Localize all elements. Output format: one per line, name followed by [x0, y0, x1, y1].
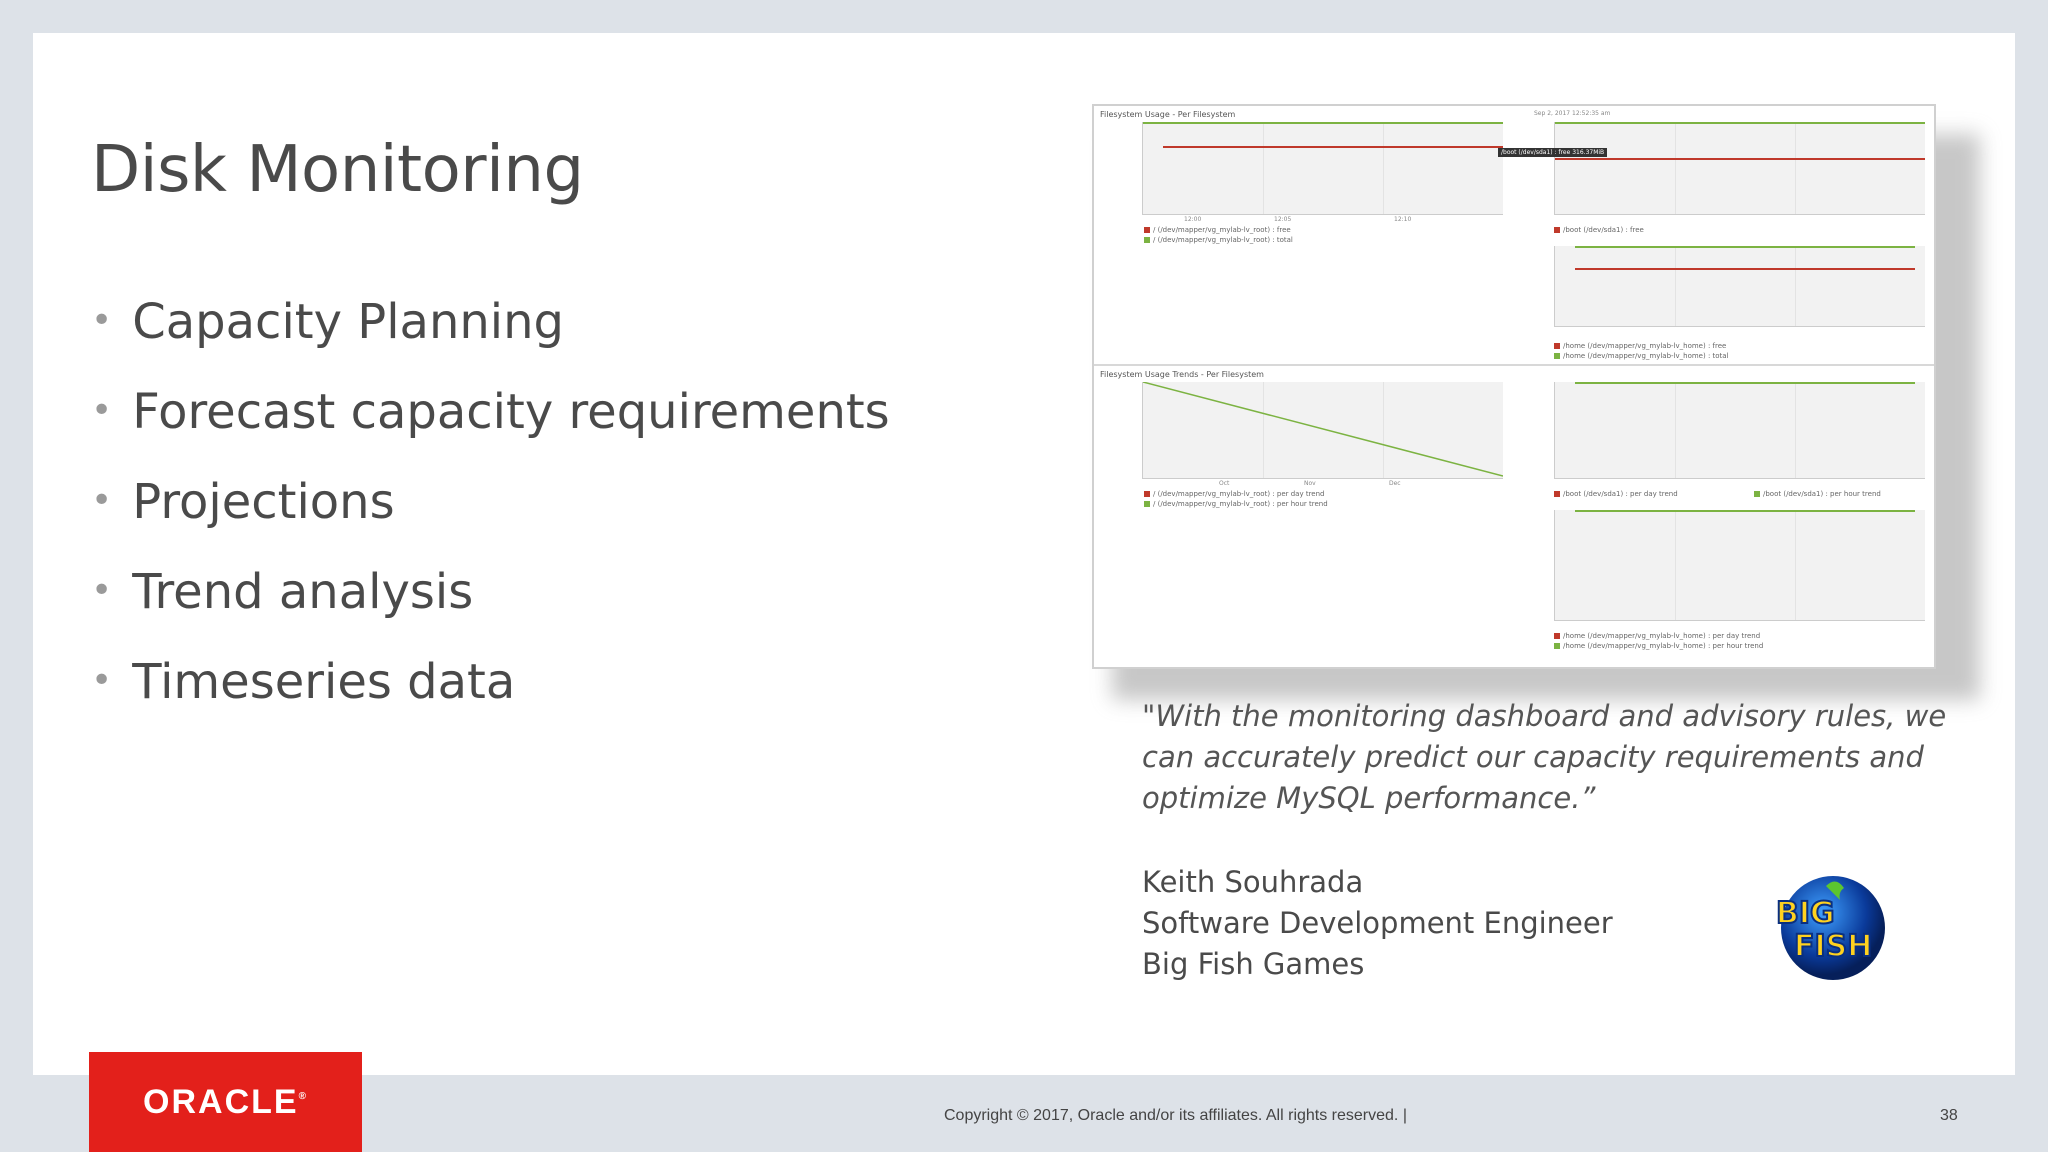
bullet-item: • Projections	[91, 474, 395, 530]
bullet-item: • Trend analysis	[91, 564, 474, 620]
panel-timestamp: Sep 2, 2017 12:52:35 am	[1534, 110, 1611, 117]
mini-chart	[1554, 246, 1925, 327]
legend-item: /boot (/dev/sda1) : free	[1554, 226, 1644, 234]
legend-item: /home (/dev/mapper/vg_mylab-lv_home) : per hour trend	[1554, 642, 1763, 650]
bullet-item: • Timeseries data	[91, 654, 516, 710]
bullet-list	[91, 291, 890, 741]
legend-item: / (/dev/mapper/vg_mylab-lv_root) : per hour trend	[1144, 500, 1328, 508]
slide-title: Disk Monitoring	[91, 133, 584, 207]
svg-text:FISH: FISH	[1794, 929, 1873, 964]
mini-chart	[1554, 382, 1925, 479]
legend-item: /home (/dev/mapper/vg_mylab-lv_home) : total	[1554, 352, 1729, 360]
customer-quote: "With the monitoring dashboard and advisory rules, we can accurately predict our capacity requirements and optimize MySQL performance.”	[1142, 699, 1947, 815]
quote-attribution	[1142, 862, 1613, 985]
svg-text:BIG: BIG	[1776, 896, 1835, 931]
legend-item: /home (/dev/mapper/vg_mylab-lv_home) : free	[1554, 342, 1726, 350]
legend-item: / (/dev/mapper/vg_mylab-lv_root) : per day trend	[1144, 490, 1324, 498]
panel-title: Filesystem Usage - Per Filesystem	[1100, 110, 1236, 119]
legend-item: /home (/dev/mapper/vg_mylab-lv_home) : per day trend	[1554, 632, 1760, 640]
quote-author-name: Keith Souhrada	[1142, 865, 1364, 899]
oracle-logo: ORACLE®	[89, 1052, 362, 1152]
legend-item: / (/dev/mapper/vg_mylab-lv_root) : total	[1144, 236, 1293, 244]
mini-chart	[1142, 122, 1503, 215]
big-fish-games-logo	[1766, 868, 1896, 988]
mini-chart	[1142, 382, 1503, 479]
bullet-item: • Forecast capacity requirements	[91, 384, 890, 440]
legend-item: /boot (/dev/sda1) : per day trend	[1554, 490, 1678, 498]
mini-chart	[1554, 122, 1925, 215]
dashboard-screenshot: Filesystem Usage - Per Filesystem Sep 2, 2017 12:52:35 am 12:00 12:05 12:10 / (/dev/mapper/vg_mylab-lv_root) : free / (/dev/mapper/vg_mylab-lv_root) : total /boot (/dev/sda1) : free 316.37MiB /boot (/dev/sda1) : free /home (/dev/mapper/vg_mylab-lv_home) : free /home (/dev/mapper/vg_mylab-lv_home) : total Filesystem Usage Trends - Per Filesystem Oct Nov Dec / (/dev/mapper/vg_mylab-lv_root) : per day trend / (/dev/mapper/vg_mylab-lv_root) : per hour trend /boot (/dev/sda1) : per day trend /boot (/dev/sda1) : per hour trend /home (/dev/mapper/vg_mylab-lv_home) : per day trend /home (/dev/mapper/vg_mylab-lv_home) : per hour trend	[1092, 104, 1936, 669]
mini-chart	[1554, 510, 1925, 621]
quote-author-company: Big Fish Games	[1142, 947, 1365, 981]
legend-item: / (/dev/mapper/vg_mylab-lv_root) : free	[1144, 226, 1291, 234]
legend-item: /boot (/dev/sda1) : per hour trend	[1754, 490, 1881, 498]
copyright-footer: Copyright © 2017, Oracle and/or its affiliates. All rights reserved. |	[944, 1107, 1407, 1124]
quote-author-role: Software Development Engineer	[1142, 906, 1613, 940]
bullet-item: • Capacity Planning	[91, 294, 565, 350]
panel-title: Filesystem Usage Trends - Per Filesystem	[1100, 370, 1264, 379]
page-number: 38	[1940, 1107, 1958, 1124]
chart-tooltip: /boot (/dev/sda1) : free 316.37MiB	[1498, 148, 1607, 157]
